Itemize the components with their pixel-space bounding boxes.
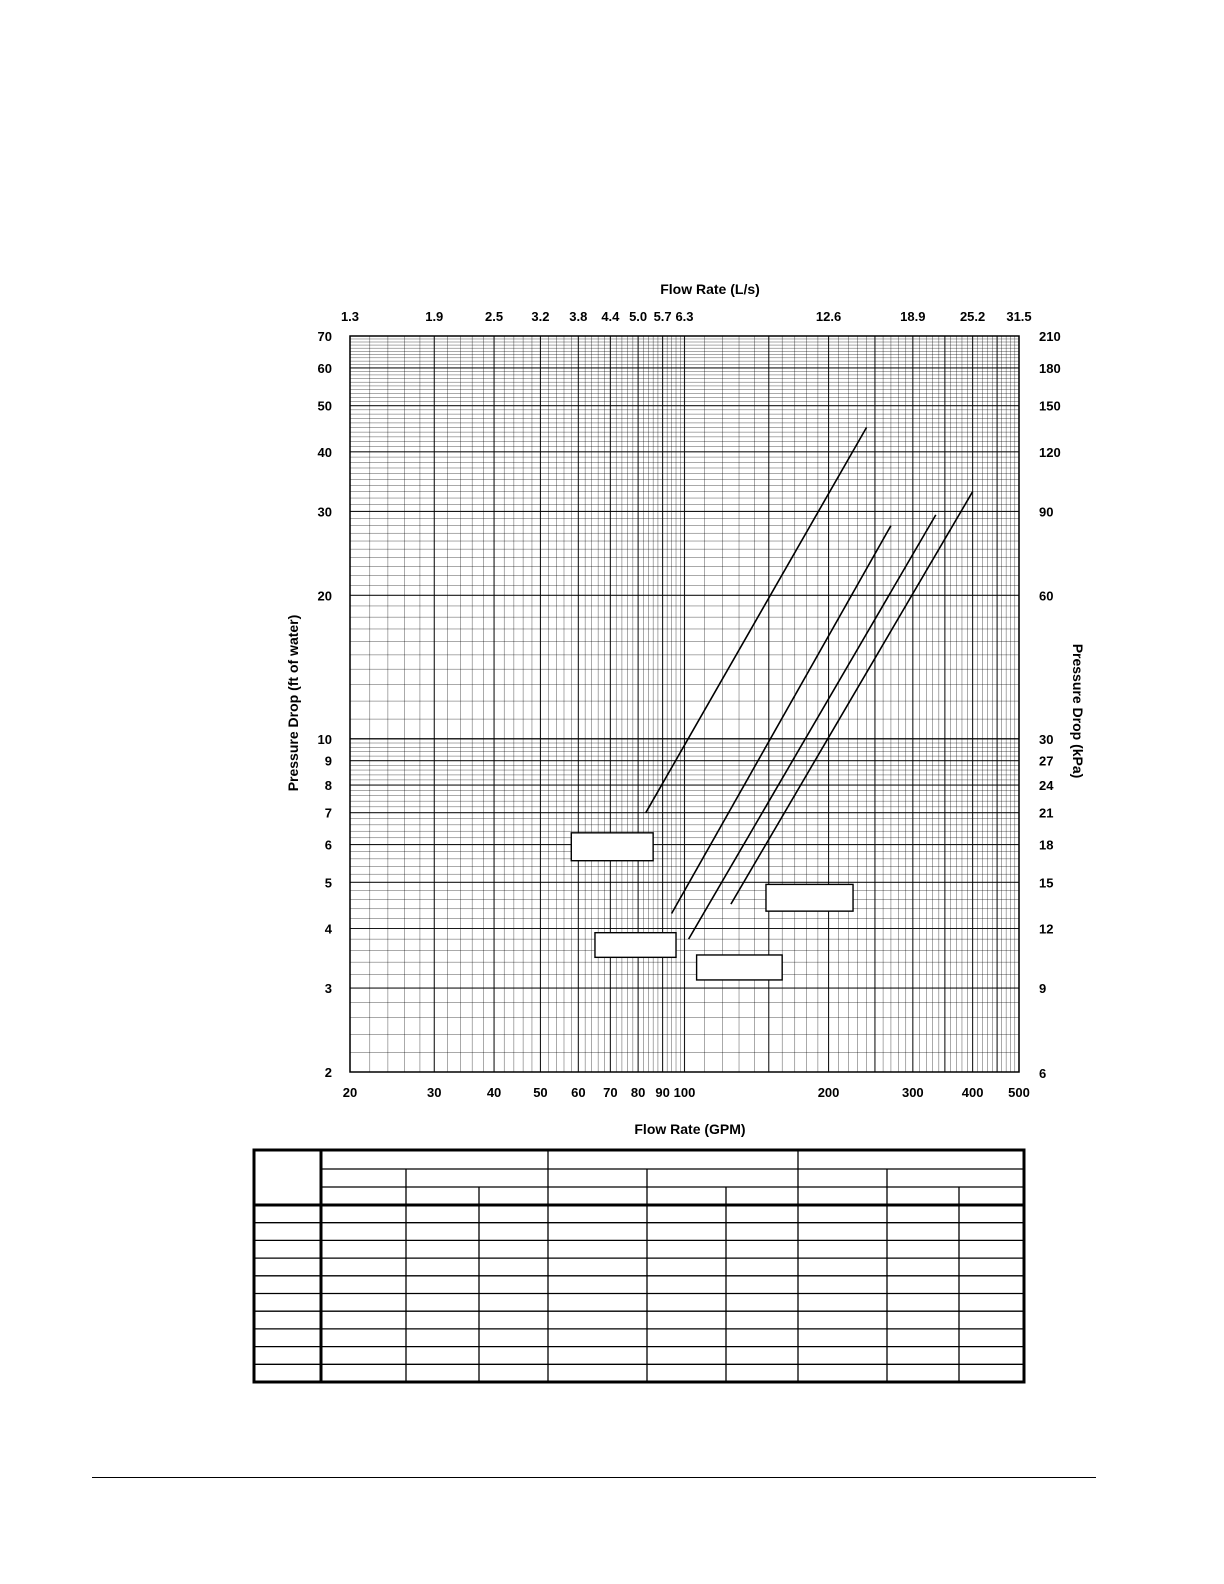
x2-axis-title: Flow Rate (L/s) [660,281,760,297]
x2-tick-label: 18.9 [900,309,926,324]
y2-tick-label: 180 [1039,360,1061,376]
y-tick-label: 5 [324,875,332,891]
x-tick-label: 90 [655,1085,670,1100]
y-axis-title: Pressure Drop (ft of water) [285,614,301,792]
y-tick-label: 60 [317,360,332,376]
x-tick-label: 40 [486,1085,502,1100]
x-tick-label: 80 [630,1085,646,1100]
x2-tick-labels [341,309,1032,324]
y2-tick-label: 24 [1039,778,1054,794]
x-tick-label: 300 [901,1085,924,1100]
y-tick-label: 8 [324,778,332,794]
x-tick-label: 60 [571,1085,586,1100]
x2-tick-label: 1.9 [425,309,444,324]
x2-tick-label: 25.2 [959,309,986,324]
curve-label-box-1 [571,833,653,861]
curve-label-boxes [571,833,853,980]
y2-tick-label: 6 [1039,1066,1047,1081]
x-tick-label: 30 [427,1085,442,1100]
y-tick-label: 4 [324,921,332,937]
y2-tick-label: 21 [1039,805,1054,821]
y-tick-labels [318,329,333,1080]
x2-tick-label: 31.5 [1006,309,1032,324]
y2-tick-label: 9 [1039,981,1047,997]
y2-axis-title: Pressure Drop (kPa) [1070,643,1086,779]
x-tick-label: 50 [533,1085,548,1100]
y2-tick-label: 27 [1039,753,1054,769]
x2-tick-label: 12.6 [815,309,842,324]
y2-tick-label: 150 [1039,398,1061,414]
x2-tick-label: 3.8 [569,309,588,324]
x-axis-title: Flow Rate (GPM) [634,1121,746,1137]
x-tick-label: 100 [673,1085,696,1100]
y2-tick-label: 15 [1039,875,1054,891]
y2-tick-label: 18 [1039,837,1054,853]
y-tick-label: 7 [324,805,332,821]
y-tick-label: 3 [324,981,332,997]
x-tick-label: 200 [817,1085,840,1100]
x2-tick-label: 2.5 [485,309,504,324]
x-tick-label: 500 [1008,1085,1030,1100]
x-tick-label: 400 [961,1085,984,1100]
y-tick-label: 2 [324,1065,332,1080]
y-tick-label: 30 [317,504,332,520]
x2-tick-label: 3.2 [531,309,550,324]
series-line-3 [689,515,936,939]
y2-tick-label: 210 [1039,329,1061,344]
curve-label-box-3 [697,955,783,980]
x2-tick-label: 6.3 [675,309,694,324]
data-table [254,1150,1024,1382]
footer-rule [92,1477,1096,1478]
y2-tick-label: 60 [1039,588,1054,604]
y-tick-label: 50 [317,398,332,414]
y-tick-label: 70 [317,329,332,344]
y-tick-label: 40 [317,444,332,460]
major-grid [350,336,1019,1072]
x-tick-label: 20 [342,1085,358,1100]
y-tick-label: 10 [317,731,332,747]
series-line-4 [731,492,973,904]
y-tick-label: 9 [324,753,332,769]
y-tick-label: 6 [324,837,332,853]
y2-tick-label: 120 [1039,444,1061,460]
curve-label-box-2 [595,933,676,958]
x-tick-label: 70 [603,1085,618,1100]
y2-tick-label: 12 [1039,921,1054,937]
y2-tick-labels [1039,329,1061,1081]
x2-tick-label: 5.7 [653,309,672,324]
x2-tick-label: 5.0 [629,309,648,324]
x-tick-labels [343,1085,1030,1100]
curve-label-box-4 [766,884,853,911]
y2-tick-label: 90 [1039,504,1054,520]
y-tick-label: 20 [317,588,332,604]
series-lines [646,428,973,940]
x2-tick-label: 4.4 [601,309,620,324]
y2-tick-label: 30 [1039,731,1054,747]
x2-tick-label: 1.3 [340,309,360,324]
